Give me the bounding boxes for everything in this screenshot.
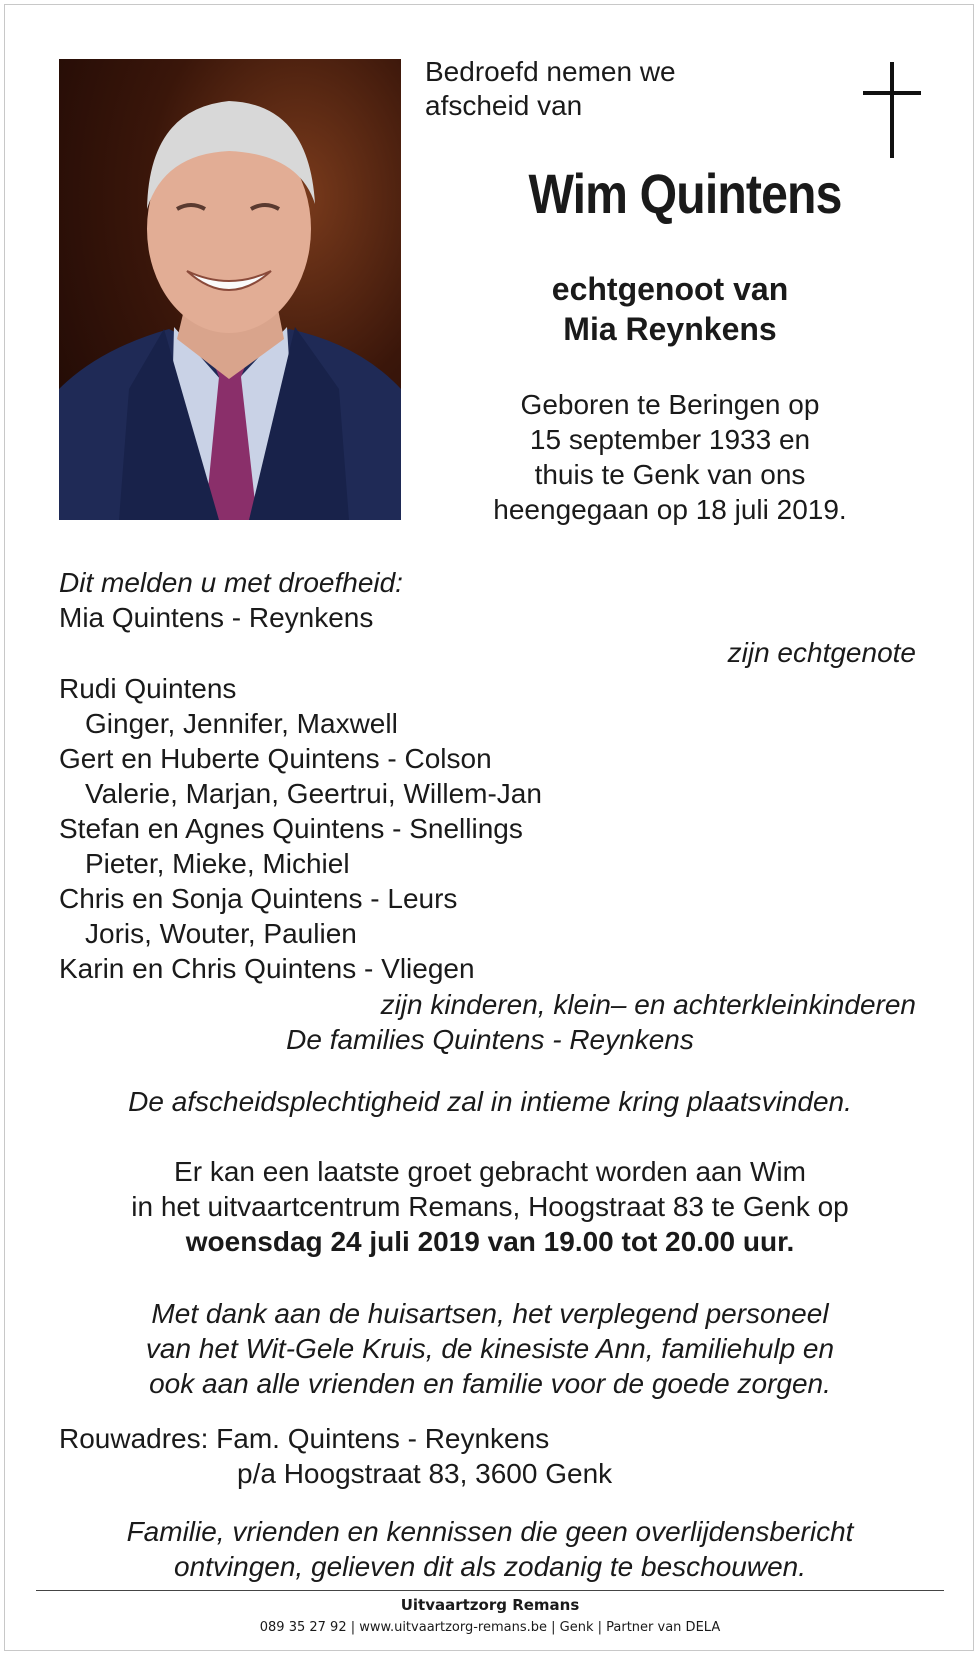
birth-death-line-3: thuis te Genk van ons bbox=[534, 459, 806, 490]
family-line: Ginger, Jennifer, Maxwell bbox=[85, 708, 398, 739]
thanks-line-1: Met dank aan de huisartsen, het verplegend personeel bbox=[151, 1298, 829, 1329]
visitation-line-1: Er kan een laatste groet gebracht worden aan Wim bbox=[174, 1156, 806, 1187]
notice-line-2: ontvingen, gelieven dit als zodanig te beschouwen. bbox=[174, 1551, 806, 1582]
family-line: Pieter, Mieke, Michiel bbox=[85, 848, 350, 879]
address-line-2: p/a Hoogstraat 83, 3600 Genk bbox=[237, 1458, 613, 1489]
spouse-name: Mia Quintens - Reynkens bbox=[59, 602, 374, 633]
visitation-line-2: in het uitvaartcentrum Remans, Hoogstraat 83 te Genk op bbox=[131, 1191, 849, 1222]
portrait-photo bbox=[59, 59, 401, 520]
family-line: Joris, Wouter, Paulien bbox=[85, 918, 357, 949]
visitation-line-3: woensdag 24 juli 2019 van 19.00 tot 20.00 uur. bbox=[185, 1226, 795, 1257]
spouse-role: zijn echtgenote bbox=[727, 637, 916, 668]
birth-death-line-1: Geboren te Beringen op bbox=[520, 389, 820, 420]
birth-death-line-4: heengegaan op 18 juli 2019. bbox=[493, 494, 847, 525]
families-line: De families Quintens - Reynkens bbox=[286, 1024, 694, 1055]
family-line: Gert en Huberte Quintens - Colson bbox=[59, 743, 492, 774]
family-line: Valerie, Marjan, Geertrui, Willem-Jan bbox=[85, 778, 542, 809]
family-line: Rudi Quintens bbox=[59, 673, 237, 704]
spouse-line-1: echtgenoot van bbox=[551, 271, 789, 307]
thanks-line-2: van het Wit-Gele Kruis, de kinesiste Ann, familiehulp en bbox=[145, 1333, 835, 1364]
family-line: Stefan en Agnes Quintens - Snellings bbox=[59, 813, 523, 844]
announcers-heading: Dit melden u met droefheid: bbox=[59, 567, 403, 598]
deceased-name: Wim Quintens bbox=[528, 162, 842, 225]
thanks-line-3: ook aan alle vrienden en familie voor de goede zorgen. bbox=[149, 1368, 831, 1399]
cross-icon bbox=[863, 62, 921, 158]
intro-line-1: Bedroefd nemen we bbox=[425, 56, 676, 87]
family-line: Karin en Chris Quintens - Vliegen bbox=[59, 953, 475, 984]
intro-line-2: afscheid van bbox=[425, 90, 583, 121]
footer-title: Uitvaartzorg Remans bbox=[400, 1596, 580, 1614]
footer-info: 089 35 27 92 | www.uitvaartzorg-remans.be | Genk | Partner van DELA bbox=[259, 1620, 721, 1635]
notice-line-1: Familie, vrienden en kennissen die geen overlijdensbericht bbox=[126, 1516, 854, 1547]
footer-divider bbox=[36, 1590, 944, 1591]
spouse-line-2: Mia Reynkens bbox=[563, 311, 777, 347]
ceremony-text: De afscheidsplechtigheid zal in intieme kring plaatsvinden. bbox=[128, 1086, 852, 1117]
family-line: Chris en Sonja Quintens - Leurs bbox=[59, 883, 458, 914]
birth-death-line-2: 15 september 1933 en bbox=[529, 424, 811, 455]
children-role: zijn kinderen, klein– en achterkleinkinderen bbox=[380, 989, 916, 1020]
address-line-1: Rouwadres: Fam. Quintens - Reynkens bbox=[59, 1423, 550, 1454]
